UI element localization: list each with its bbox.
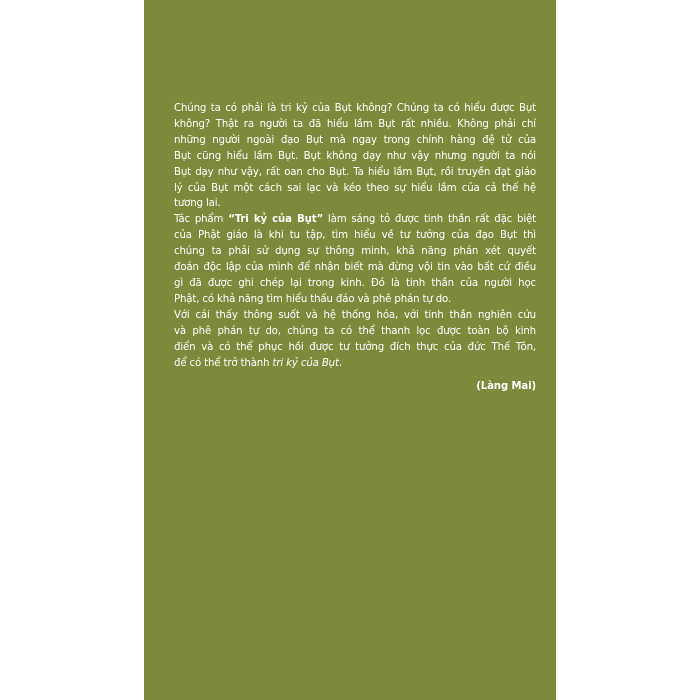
paragraph-1-line: những người ngoài đạo Bụt mà ngay trong chính hàng đệ tử của: [174, 134, 536, 146]
paragraph-2-first-line: [174, 212, 536, 228]
paragraph-1: [174, 101, 536, 212]
paragraph-3-end: .: [338, 357, 342, 369]
paragraph-2-line: chúng ta phải sử dụng sự thông minh, khả năng phán xét quyết: [174, 246, 536, 258]
signature: (Làng Mai): [476, 381, 536, 393]
paragraph-3-last-line: [174, 356, 536, 372]
paragraph-3-line: điển và có thể phục hồi được tư tưởng đích thực của đức Thế Tôn,: [174, 341, 536, 353]
book-title: “Tri kỷ của Bụt”: [228, 214, 324, 226]
book-back-cover: [144, 0, 556, 700]
paragraph-2-line: gì đã được ghi chép lại trong kinh. Đó là tinh thần của người học: [174, 277, 536, 289]
paragraph-3-line: Với cái thấy thông suốt và hệ thống hóa, với tinh thần nghiên cứu: [174, 309, 536, 321]
paragraph-1-line: không? Thật ra người ta đã hiểu lầm Bụt rất nhiều. Không phải chỉ: [174, 118, 536, 130]
cover-text-block: [174, 101, 536, 395]
paragraph-1-line: lý của Bụt một cách sai lạc và kéo theo sự hiểu lầm của cả thế hệ: [174, 182, 536, 194]
paragraph-3: [174, 308, 536, 372]
paragraph-2-line: của Phật giáo là khi tu tập, tìm hiểu về tư tưởng của đạo Bụt thì: [174, 230, 536, 242]
paragraph-1-line: tương lai.: [174, 198, 221, 210]
paragraph-1-line: Chúng ta có phải là tri kỷ của Bụt không? Chúng ta có hiểu được Bụt: [174, 103, 536, 114]
paragraph-1-line: Bụt cũng hiểu lầm Bụt. Bụt không dạy như vậy nhưng người ta nói: [174, 150, 536, 162]
italic-title: tri kỷ của Bụt: [272, 357, 339, 369]
paragraph-1-line: Bụt dạy như vậy, rất oan cho Bụt. Ta hiểu lầm Bụt, rồi truyền đạt giáo: [174, 166, 536, 178]
paragraph-2-rest: làm sáng tỏ được tinh thần rất đặc biệt: [323, 214, 536, 226]
paragraph-2-line: đoán độc lập của mình để nhận biết mà đừng vội tin vào bất cứ điều: [174, 262, 536, 274]
paragraph-3-lead: để có thể trở thành: [174, 357, 273, 369]
paragraph-2: [174, 212, 536, 307]
paragraph-3-line: và phê phán tự do, chúng ta có thể thanh lọc được toàn bộ kinh: [174, 325, 536, 337]
paragraph-2-line: Phật, có khả năng tìm hiểu thấu đáo và phê phán tự do.: [174, 293, 452, 305]
paragraph-2-lead: Tác phẩm: [174, 214, 229, 226]
